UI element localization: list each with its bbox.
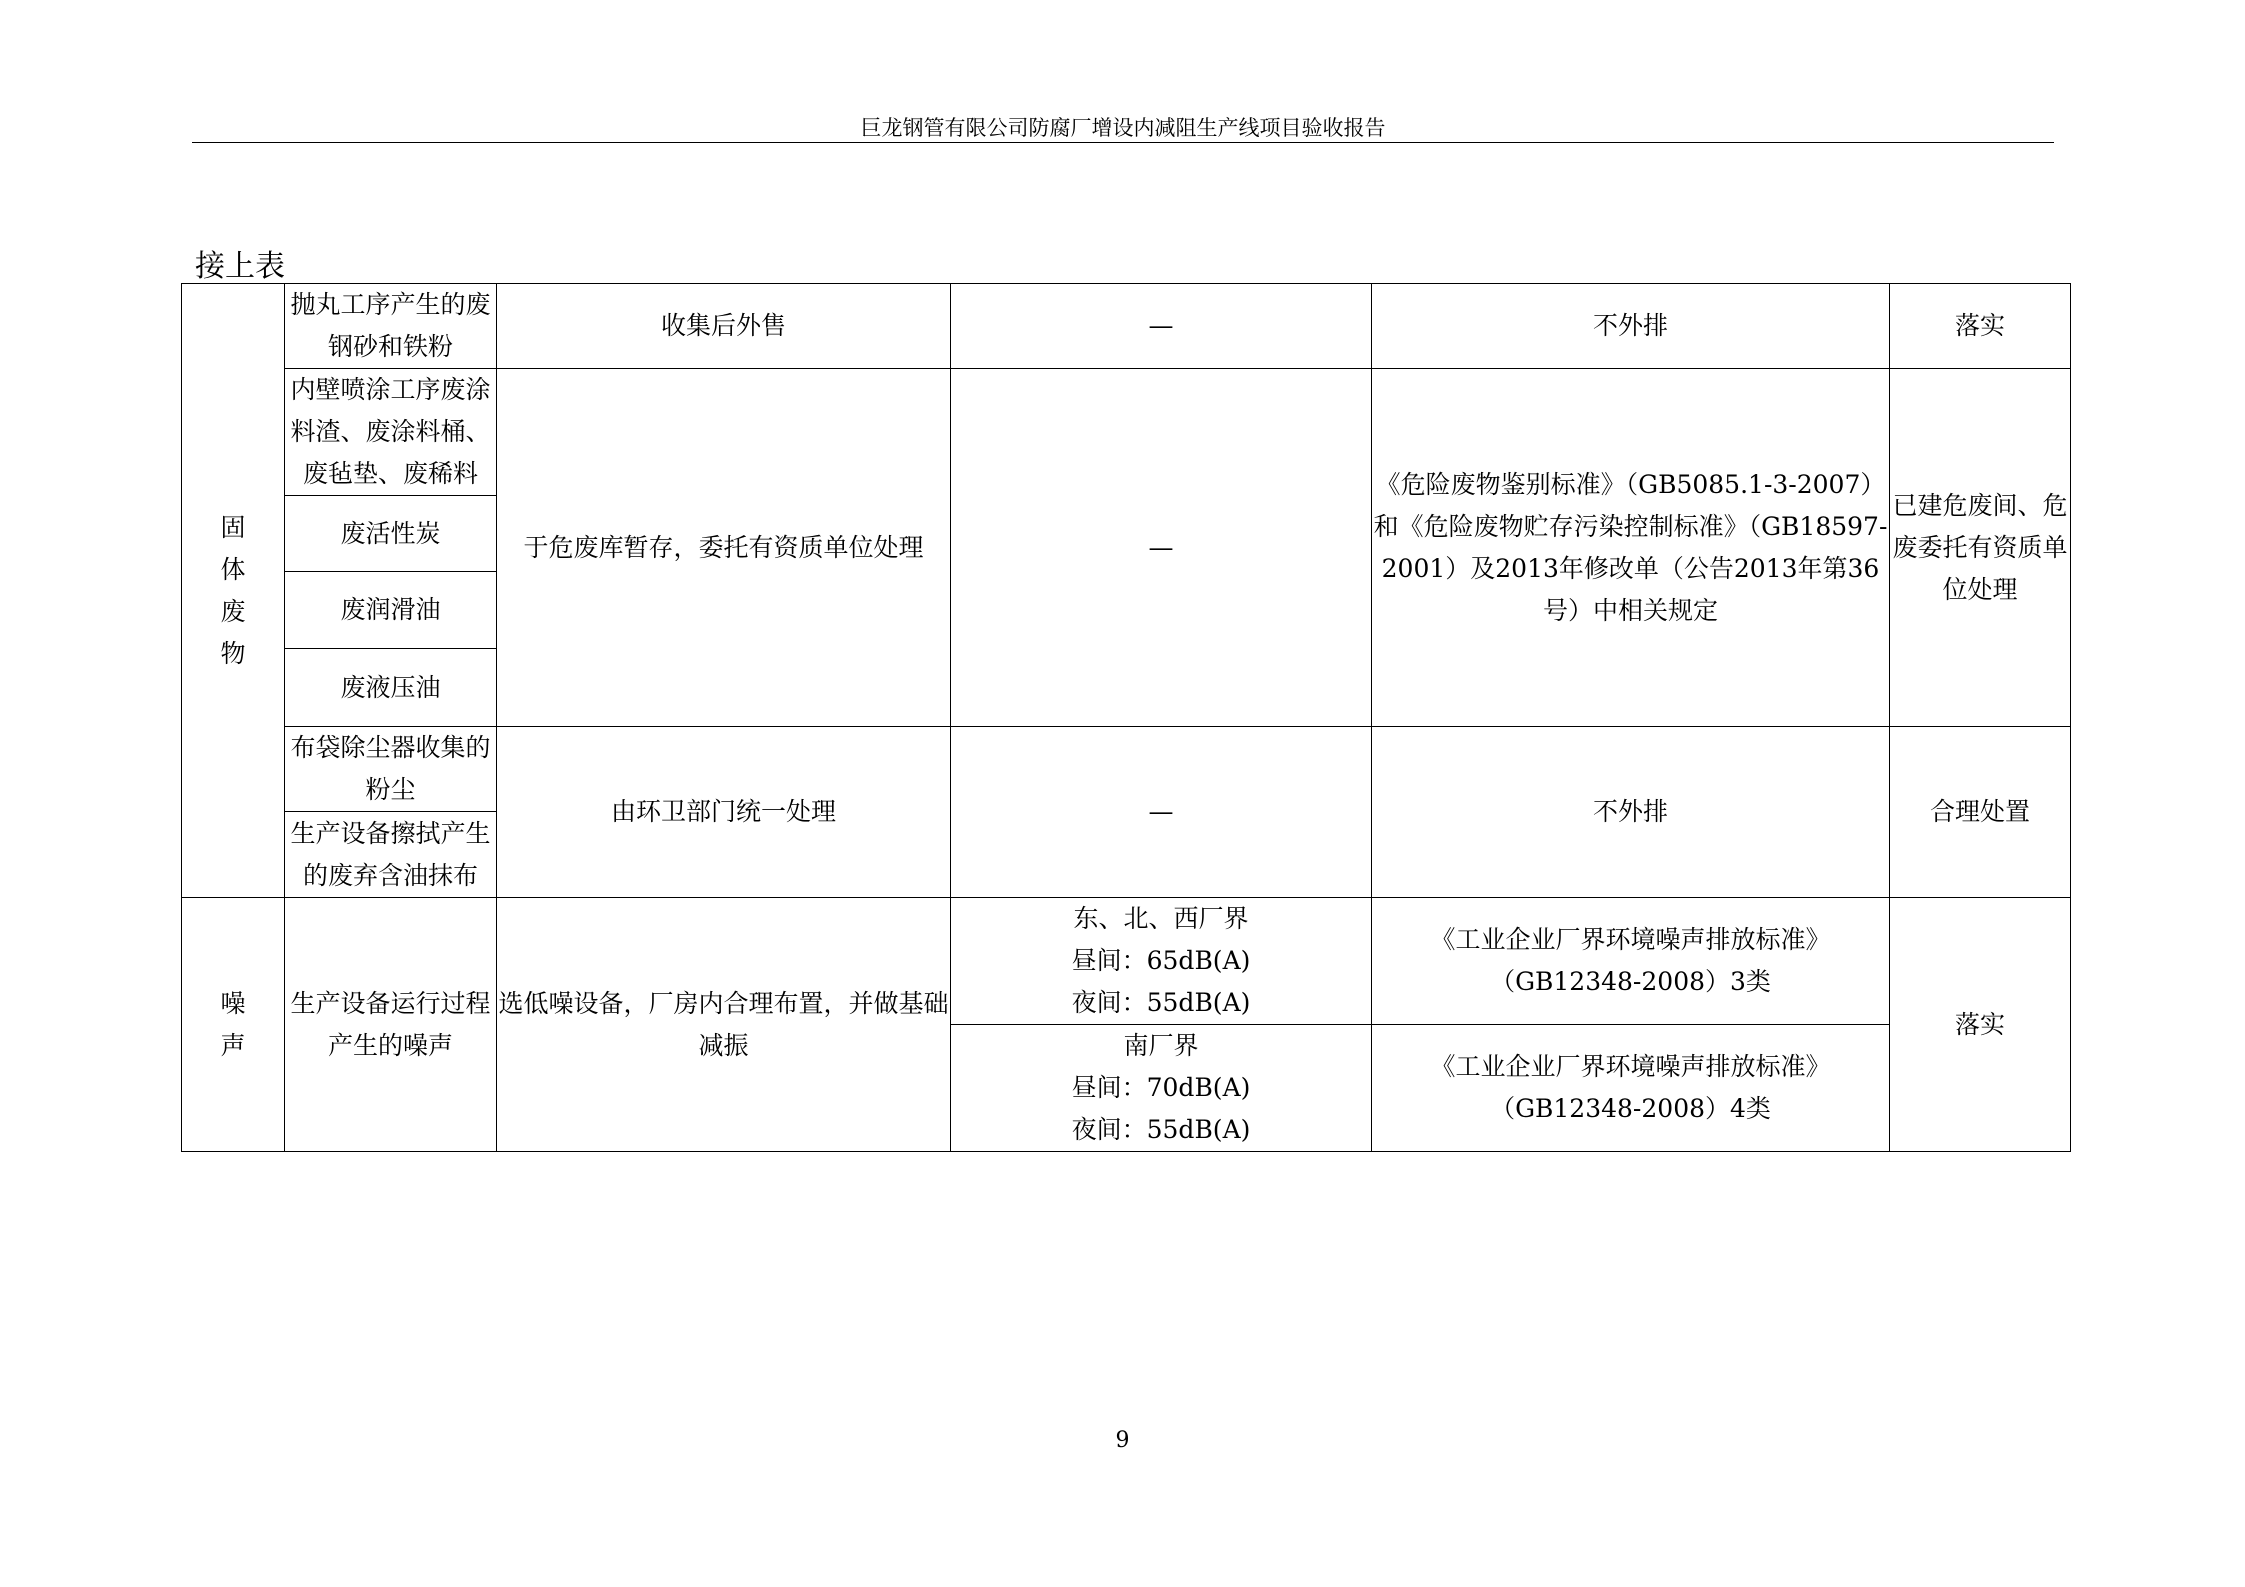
- standard-cell: 不外排: [1372, 284, 1890, 369]
- category-label: 固体废物: [220, 512, 246, 668]
- measure-cell: 选低噪设备，厂房内合理布置，并做基础减振: [497, 898, 951, 1152]
- acceptance-table: [181, 283, 2071, 1152]
- source-cell: 废润滑油: [285, 572, 497, 649]
- boundary-label: 南厂界: [1123, 1031, 1199, 1060]
- status-cell: 落实: [1890, 898, 2071, 1152]
- limit-cell: [951, 898, 1372, 1025]
- table-row: [182, 727, 2071, 812]
- source-cell: 抛丸工序产生的废钢砂和铁粉: [285, 284, 497, 369]
- status-cell: 落实: [1890, 284, 2071, 369]
- category-label: 噪声: [220, 988, 246, 1060]
- source-cell: 废液压油: [285, 649, 497, 727]
- status-cell: 合理处置: [1890, 727, 2071, 898]
- page-number: 9: [1115, 1428, 1130, 1453]
- status-cell: 已建危废间、危废委托有资质单位处理: [1890, 369, 2071, 727]
- table-row: [182, 284, 2071, 369]
- source-cell: 内壁喷涂工序废涂料渣、废涂料桶、废毡垫、废稀料: [285, 369, 497, 496]
- limit-cell: —: [951, 284, 1372, 369]
- boundary-label: 东、北、西厂界: [1073, 904, 1249, 933]
- standard-cell: 《工业企业厂界环境噪声排放标准》（GB12348-2008）3类: [1372, 898, 1890, 1025]
- standard-cell: 《工业企业厂界环境噪声排放标准》（GB12348-2008）4类: [1372, 1025, 1890, 1152]
- limit-cell: —: [951, 727, 1372, 898]
- source-cell: 生产设备运行过程产生的噪声: [285, 898, 497, 1152]
- category-cell-solid-waste: [182, 284, 285, 898]
- table-continued-caption: 接上表: [195, 249, 285, 284]
- day-limit: 昼间：70dB(A): [1071, 1073, 1251, 1102]
- table-row: [182, 369, 2071, 496]
- limit-cell: [951, 1025, 1372, 1152]
- day-limit: 昼间：65dB(A): [1071, 946, 1251, 975]
- category-cell-noise: [182, 898, 285, 1152]
- limit-cell: —: [951, 369, 1372, 727]
- document-header-title: 巨龙钢管有限公司防腐厂增设内减阻生产线项目验收报告: [860, 116, 1386, 140]
- night-limit: 夜间：55dB(A): [1071, 1115, 1251, 1144]
- header-rule: [192, 142, 2054, 143]
- table-row: [182, 898, 2071, 1025]
- standard-cell: 不外排: [1372, 727, 1890, 898]
- source-cell: 生产设备擦拭产生的废弃含油抹布: [285, 812, 497, 898]
- source-cell: 废活性炭: [285, 496, 497, 572]
- measure-cell: 于危废库暂存，委托有资质单位处理: [497, 369, 951, 727]
- measure-cell: 收集后外售: [497, 284, 951, 369]
- source-cell: 布袋除尘器收集的粉尘: [285, 727, 497, 812]
- standard-cell: 《危险废物鉴别标准》（GB5085.1-3-2007）和《危险废物贮存污染控制标准》（GB18597-2001）及2013年修改单（公告2013年第36号）中相关规定: [1372, 369, 1890, 727]
- night-limit: 夜间：55dB(A): [1071, 988, 1251, 1017]
- measure-cell: 由环卫部门统一处理: [497, 727, 951, 898]
